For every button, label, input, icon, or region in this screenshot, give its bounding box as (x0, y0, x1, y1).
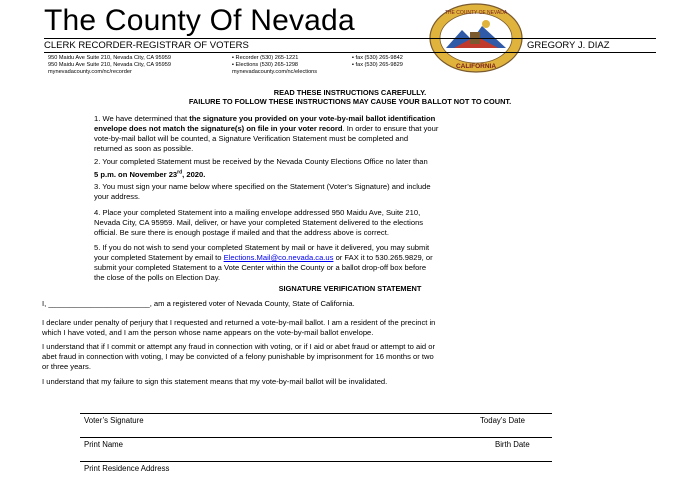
text: 3. You must sign your name below where specified on the Statement (Voter’s Signature) and include (94, 182, 431, 191)
header-rule-bottom (44, 52, 656, 53)
bold-text: envelope does not match the signature(s) on file in your voter record (94, 124, 343, 133)
text: I declare under penalty of perjury that I requested and returned a vote-by-mail ballot. I am a resident of the precinct in (42, 318, 436, 327)
text: which I have voted, and I am the person whose name appears on the vote-by-mail ballot envelope. (42, 328, 374, 337)
recorder-website[interactable]: mynevadacounty.com/nc/recorder (48, 69, 132, 75)
voter-signature-field[interactable] (80, 413, 552, 414)
deadline-text: 5 p.m. on November 23 (94, 169, 178, 179)
voter-signature-label: Voter’s Signature (84, 416, 144, 425)
header-rule-top (44, 38, 656, 39)
deadline-year: , 2020. (182, 169, 206, 179)
instruction-2 (94, 157, 428, 180)
print-name-label: Print Name (84, 440, 123, 449)
seal-bottom-text: CALIFORNIA (455, 63, 497, 70)
bold-text: the signature you provided on your vote-by-mail ballot identification (189, 114, 436, 123)
address-line: 950 Maidu Ave Suite 210, Nevada City, CA 95959 (48, 62, 171, 68)
text: submit your completed Statement to a Vote Center within the County or a ballot drop-off box before (94, 263, 427, 272)
text: returned as soon as possible. (94, 144, 194, 153)
elections-website[interactable]: mynevadacounty.com/nc/elections (232, 69, 318, 75)
clerk-name: GREGORY J. DIAZ (527, 40, 610, 51)
text: or three years. (42, 362, 91, 371)
birth-date-label: Birth Date (495, 440, 530, 449)
text: Nevada City, CA 95959. Mail, deliver, or have your completed Statement delivered to the elections (94, 218, 424, 227)
print-residence-label: Print Residence Address (84, 464, 170, 473)
fraud-warning-paragraph (42, 342, 435, 372)
instruction-3 (94, 182, 431, 202)
county-title: The County Of Nevada (44, 4, 355, 37)
text: 4. Place your completed Statement into a mailing envelope addressed 950 Maidu Ave, Suite 210, (94, 208, 421, 217)
elections-fax: ▪ fax (530) 265-9829 (352, 62, 403, 68)
seal-top-text: THE COUNTY OF NEVADA (444, 10, 508, 16)
failure-warning-heading: FAILURE TO FOLLOW THESE INSTRUCTIONS MAY CAUSE YOUR BALLOT NOT TO COUNT. (188, 97, 512, 106)
clerk-title: CLERK RECORDER-REGISTRAR OF VOTERS (44, 40, 249, 51)
text: 2. Your completed Statement must be received by the Nevada County Elections Office no later than (94, 157, 428, 166)
text: abet fraud in connection with voting, I may be convicted of a felony punishable by imprisonment for 16 months or two (42, 352, 434, 361)
address-line: 950 Maidu Ave Suite 210, Nevada City, CA 95959 (48, 55, 171, 61)
text: . In order to ensure that your (342, 124, 439, 133)
text: the close of the polls on Election Day. (94, 273, 221, 282)
attestation-line: I, ________________________, am a registered voter of Nevada County, State of California. (42, 299, 355, 308)
elections-phone: ▪ Elections (530) 265-1298 (232, 62, 299, 68)
instruction-4 (94, 208, 423, 238)
text: I understand that if I commit or attempt any fraud in connection with voting, or if I aid or abet fraud or attempt to aid or (42, 342, 435, 351)
recorder-fax: ▪ fax (530) 265-9842 (352, 55, 403, 61)
text: 5. If you do not wish to send your completed Statement by mail or have it delivered, you may submit (94, 243, 430, 252)
text: 1. We have determined that (94, 114, 190, 123)
text: official. Be sure there is enough postage if mailed and that the address above is correct. (94, 228, 389, 237)
failure-to-sign-paragraph: I understand that my failure to sign this statement means that my vote-by-mail ballot will be invalidated. (42, 377, 388, 386)
ordinal-suffix: rd (177, 169, 183, 175)
print-name-field[interactable] (80, 437, 552, 438)
instruction-1 (94, 114, 438, 154)
text: or FAX it to 530.265.9829, or (333, 253, 433, 262)
recorder-phone: ▪ Recorder (530) 265-1221 (232, 55, 299, 61)
text: your completed Statement by email to (94, 253, 224, 262)
residence-address-field[interactable] (80, 461, 552, 462)
todays-date-label: Today’s Date (480, 416, 525, 425)
read-instructions-heading: READ THESE INSTRUCTIONS CAREFULLY. (273, 88, 427, 97)
elections-email-link[interactable]: Elections.Mail@co.nevada.ca.us (223, 253, 334, 262)
instruction-5 (94, 243, 433, 283)
declaration-paragraph (42, 318, 435, 338)
text: vote-by-mail ballot will be counted, a Signature Verification Statement must be completed and (94, 134, 409, 143)
signature-statement-heading: SIGNATURE VERIFICATION STATEMENT (278, 284, 422, 293)
text: your address. (94, 192, 141, 201)
